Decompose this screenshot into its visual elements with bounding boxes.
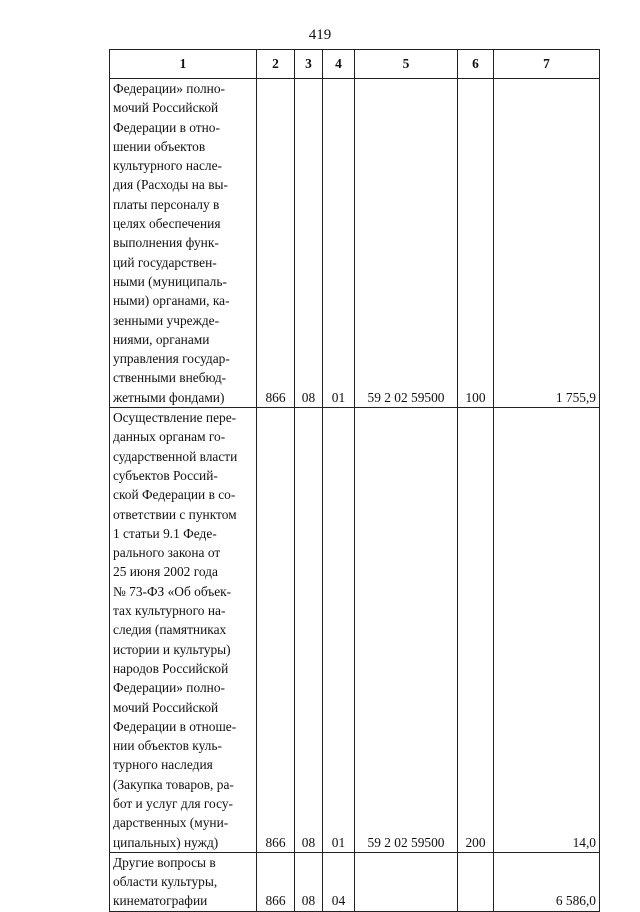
table-row [110,408,600,853]
header-col-7: 7 [494,50,600,79]
row-code-subsection: 04 [323,852,355,911]
header-col-5: 5 [355,50,458,79]
header-col-2: 2 [257,50,295,79]
header-col-6: 6 [458,50,494,79]
row-code-expense-type [458,852,494,911]
header-col-1: 1 [110,50,257,79]
budget-table [109,49,600,912]
row-code-department: 866 [257,852,295,911]
row-description: Осуществление пере- данных органам го- сударственной власти субъектов Россий- ской Федерации в со- ответствии с пунктом 1 статьи 9.1 Феде- рального закона от 25 июня 2002 года № 73-ФЗ «Об объек- тах культурного на- следия (памятниках истории и культуры) народов Российской Федерации» полно- мочий Российской Федерации в отноше- нии объектов куль- турного наследия (Закупка товаров, ра- бот и услуг для госу- дарственных (муни- ципальных) нужд) [110,408,257,853]
row-code-section: 08 [295,79,323,408]
row-code-section: 08 [295,408,323,853]
row-amount: 1 755,9 [494,79,600,408]
row-code-expense-type: 100 [458,79,494,408]
page-number: 419 [308,27,332,43]
row-code-target [355,852,458,911]
row-code-section: 08 [295,852,323,911]
row-amount: 6 586,0 [494,852,600,911]
row-code-department: 866 [257,408,295,853]
header-col-4: 4 [323,50,355,79]
header-col-3: 3 [295,50,323,79]
row-code-target: 59 2 02 59500 [355,79,458,408]
row-description: Федерации» полно- мочий Российской Федерации в отно- шении объектов культурного насле- дия (Расходы на вы- платы персоналу в целях обеспечения выполнения функ- ций государствен- ными (муниципаль- ными) органами, ка- зенными учрежде- ниями, органами управления государ- ственными внебюд- жетными фондами) [110,79,257,408]
table-row [110,79,600,408]
row-code-subsection: 01 [323,408,355,853]
row-code-expense-type: 200 [458,408,494,853]
row-description: Другие вопросы в области культуры, кинематографии [110,852,257,911]
row-code-target: 59 2 02 59500 [355,408,458,853]
table-row [110,852,600,911]
row-amount: 14,0 [494,408,600,853]
header-row [110,50,600,79]
row-code-subsection: 01 [323,79,355,408]
row-code-department: 866 [257,79,295,408]
